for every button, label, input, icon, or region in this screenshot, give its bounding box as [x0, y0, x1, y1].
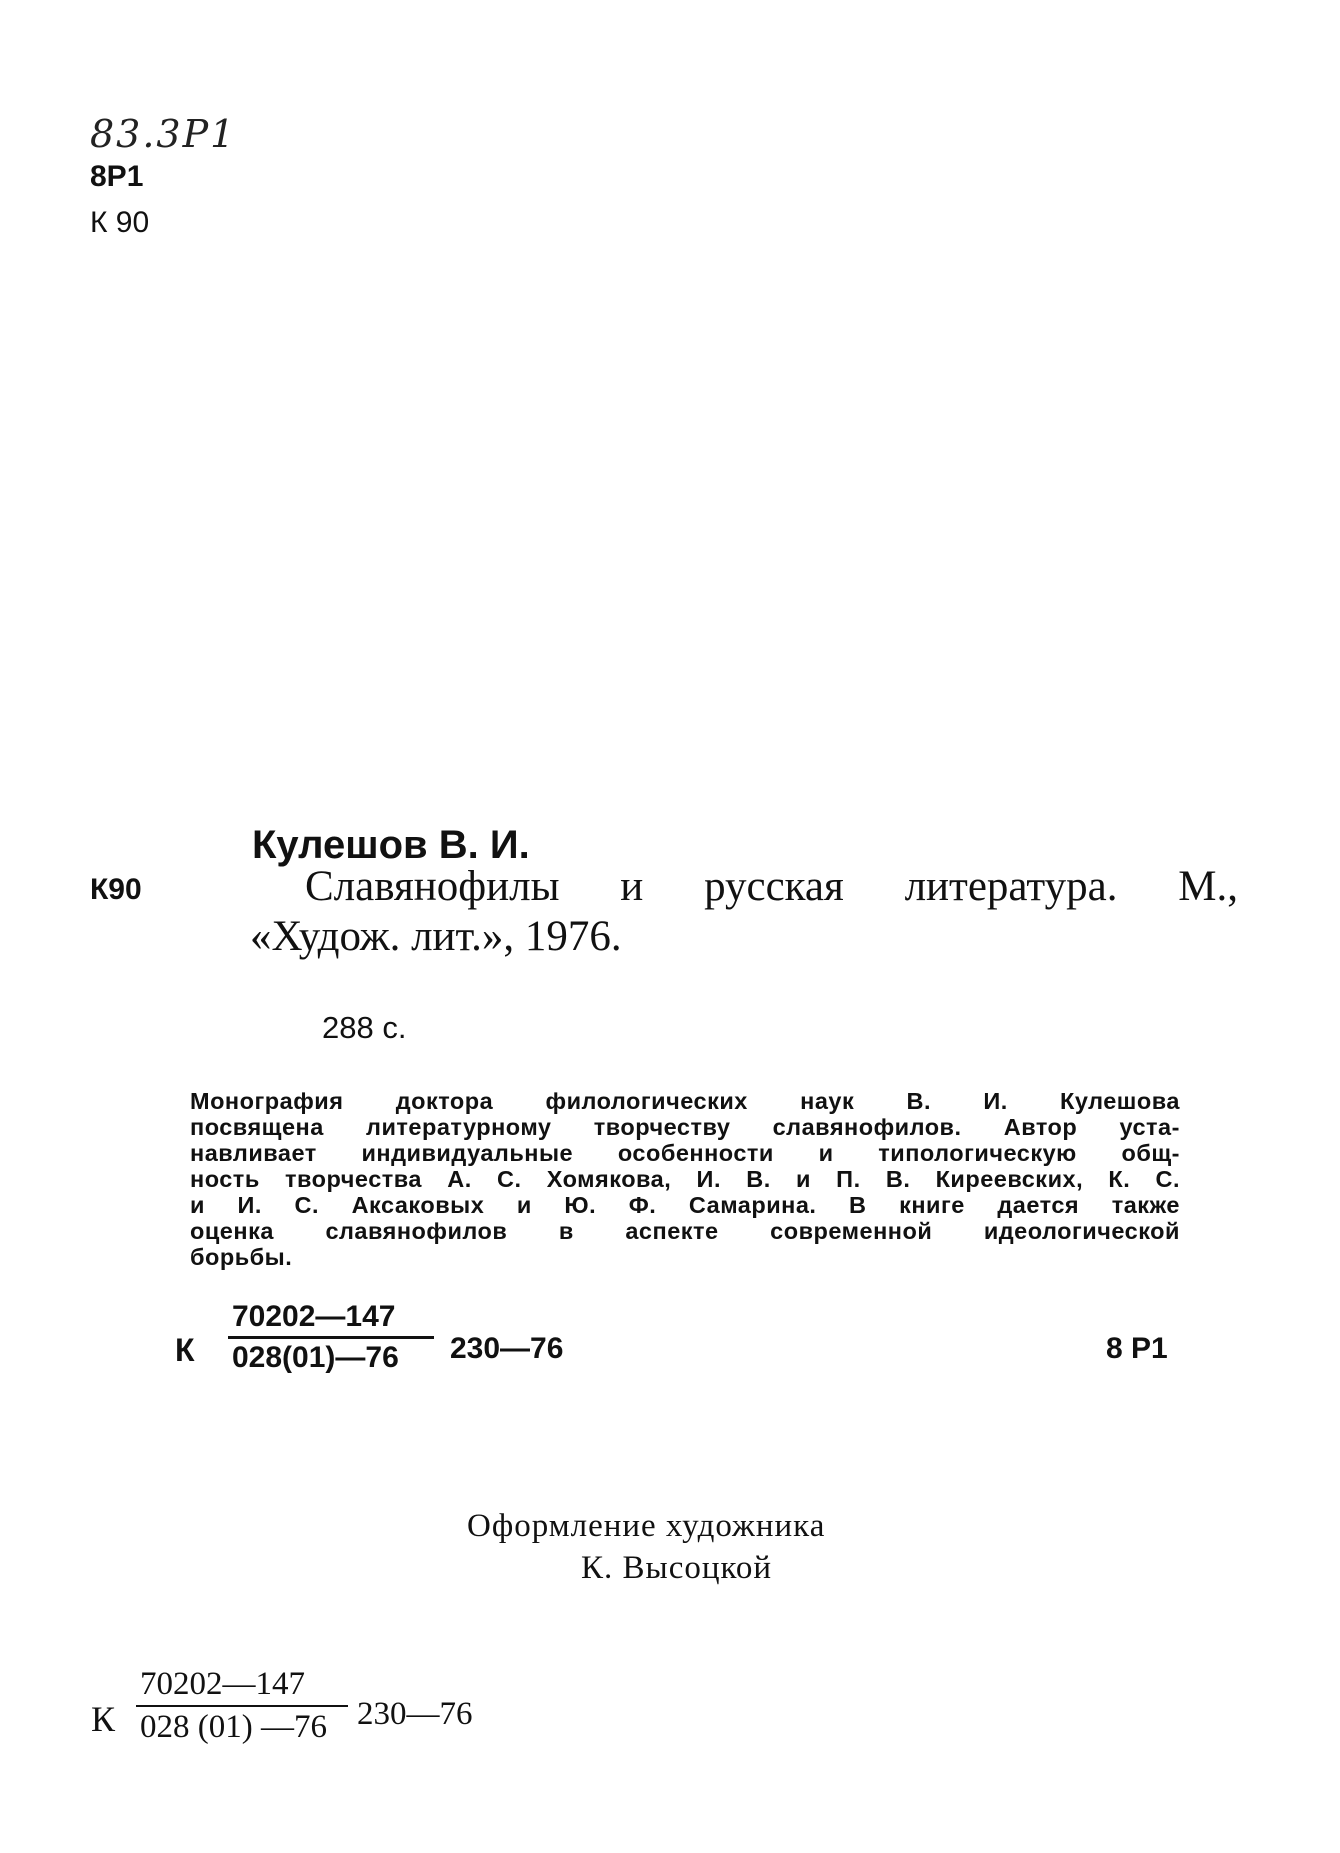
code-1-denominator: 028(01)—76: [232, 1341, 399, 1374]
abstract-word: Аксаковых: [351, 1192, 485, 1218]
index-mark: К90: [90, 873, 142, 906]
abstract-word: посвящена: [190, 1114, 324, 1140]
title-word: литература.: [904, 863, 1118, 910]
abstract-word: И.: [983, 1088, 1008, 1114]
abstract-word: Автор: [1003, 1114, 1078, 1140]
code-1-numerator: 70202—147: [232, 1300, 396, 1333]
design-credit-line-1: Оформление художника: [467, 1508, 826, 1544]
abstract-word: творчеству: [593, 1114, 731, 1140]
code-2-denominator: 028 (01) —76: [140, 1709, 327, 1745]
abstract-word: и: [190, 1192, 205, 1218]
abstract-word: В.: [885, 1166, 911, 1192]
book-title-line-2: «Худож. лит.», 1976.: [250, 913, 622, 960]
abstract-word: типологическую: [878, 1140, 1077, 1166]
abstract-word: в: [558, 1218, 574, 1244]
code-2-prefix: К: [91, 1699, 116, 1739]
abstract-word: дается: [997, 1192, 1080, 1218]
code-1-prefix: К: [175, 1332, 195, 1368]
abstract-paragraph: [190, 1088, 1180, 1288]
title-word: М.,: [1178, 863, 1238, 910]
abstract-word: литературному: [366, 1114, 552, 1140]
abstract-word: ность: [190, 1166, 260, 1192]
abstract-word: навливает: [190, 1140, 317, 1166]
abstract-word: И.: [237, 1192, 262, 1218]
abstract-word: также: [1111, 1192, 1180, 1218]
abstract-word: и: [818, 1140, 834, 1166]
abstract-word: славянофилов: [325, 1218, 508, 1244]
abstract-word: оценка: [190, 1218, 274, 1244]
design-credit-line-2: К. Высоцкой: [581, 1550, 773, 1586]
title-word: Славянофилы: [305, 863, 560, 910]
catalog-code-line-2: К 90: [90, 206, 150, 239]
abstract-word: творчества: [285, 1166, 422, 1192]
abstract-word: славянофилов.: [772, 1114, 962, 1140]
abstract-word: Киреевских,: [935, 1166, 1084, 1192]
code-1-suffix: 230—76: [450, 1332, 564, 1365]
abstract-word: книге: [899, 1192, 965, 1218]
abstract-word: Кулешова: [1060, 1088, 1180, 1114]
code-2-numerator: 70202—147: [140, 1666, 305, 1702]
abstract-word: Ф.: [628, 1192, 657, 1218]
abstract-word: И.: [696, 1166, 721, 1192]
code-2-suffix: 230—76: [357, 1696, 473, 1732]
abstract-word: общ-: [1121, 1140, 1180, 1166]
abstract-word: П.: [836, 1166, 861, 1192]
handwritten-catalog-code: 83.3Р1: [90, 112, 237, 156]
code-1-fraction: [228, 1300, 434, 1375]
abstract-word: филологических: [545, 1088, 748, 1114]
abstract-word: Хомякова,: [546, 1166, 672, 1192]
catalog-code-line-1: 8Р1: [90, 160, 144, 193]
code-2-fraction: [136, 1666, 348, 1746]
abstract-word: С.: [294, 1192, 319, 1218]
abstract-word: особенности: [617, 1140, 774, 1166]
abstract-word: уста-: [1119, 1114, 1180, 1140]
title-word: русская: [704, 863, 844, 910]
book-title-line-1: [305, 862, 1238, 911]
abstract-line: [190, 1088, 1180, 1115]
abstract-line: [190, 1166, 1180, 1193]
abstract-word: аспекте: [625, 1218, 719, 1244]
classification-mark: 8 Р1: [1106, 1332, 1168, 1365]
abstract-last-line: борьбы.: [190, 1244, 293, 1270]
abstract-word: С.: [496, 1166, 522, 1192]
abstract-word: современной: [770, 1218, 933, 1244]
abstract-word: Монография: [190, 1088, 344, 1114]
abstract-line: [190, 1192, 1180, 1219]
title-word: и: [620, 863, 644, 910]
abstract-word: и: [516, 1192, 532, 1218]
abstract-word: доктора: [395, 1088, 494, 1114]
abstract-word: В.: [906, 1088, 932, 1114]
abstract-word: Ю.: [564, 1192, 597, 1218]
abstract-word: индивидуальные: [361, 1140, 574, 1166]
abstract-line: [190, 1218, 1180, 1245]
abstract-word: наук: [800, 1088, 855, 1114]
abstract-word: В.: [746, 1166, 771, 1192]
abstract-word: В: [849, 1192, 867, 1218]
page-count: 288 с.: [322, 1010, 407, 1045]
abstract-word: и: [795, 1166, 811, 1192]
abstract-word: идеологической: [983, 1218, 1180, 1244]
author-name: Кулешов В. И.: [252, 823, 530, 867]
abstract-word: А.: [447, 1166, 472, 1192]
abstract-line: [190, 1114, 1180, 1141]
abstract-line: [190, 1140, 1180, 1167]
abstract-word: Самарина.: [688, 1192, 817, 1218]
abstract-word: К.: [1108, 1166, 1131, 1192]
abstract-word: С.: [1155, 1166, 1180, 1192]
